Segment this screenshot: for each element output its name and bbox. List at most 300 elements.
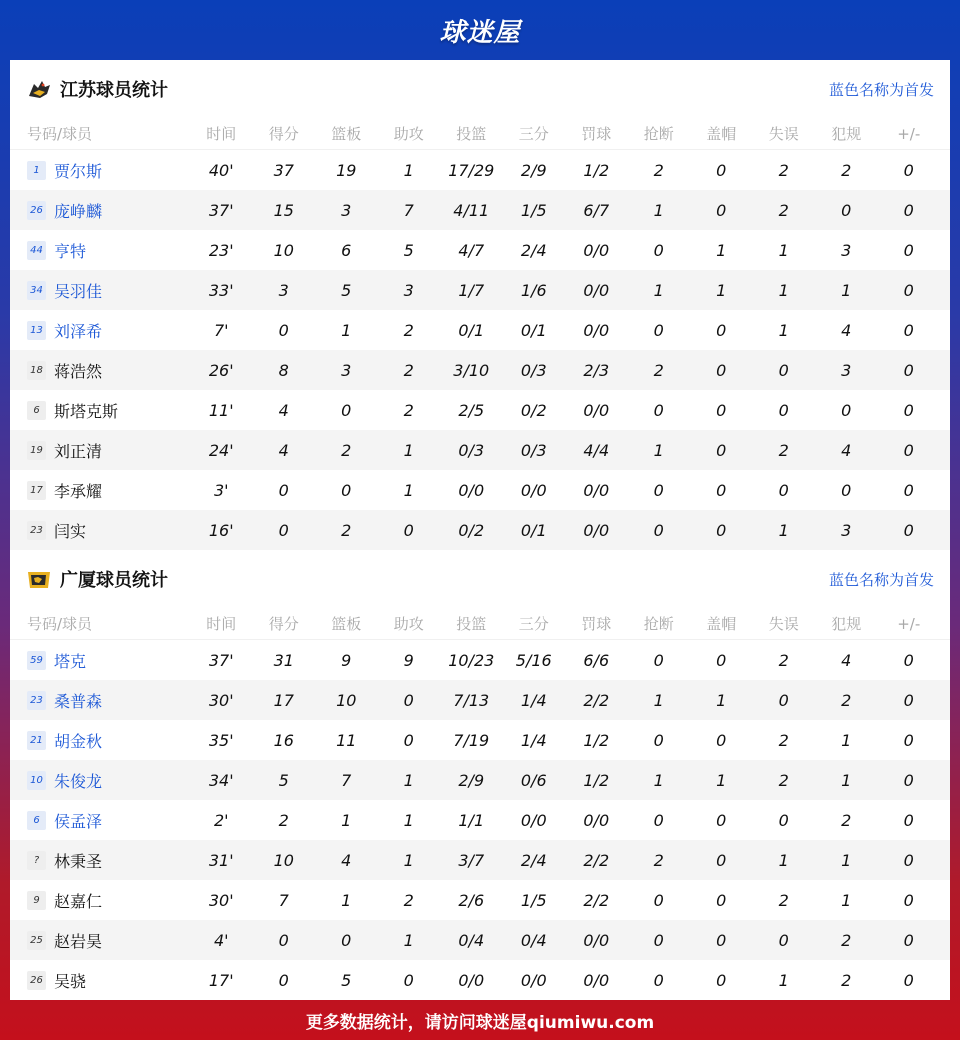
- stat-3pt: 1/4: [520, 690, 547, 710]
- stat-points: 3: [278, 280, 289, 300]
- site-logo[interactable]: 球迷屋: [439, 17, 521, 48]
- stat-fouls: 2: [841, 930, 852, 950]
- stat-fg: 2/6: [458, 890, 485, 910]
- team-section-jiangsu: [10, 60, 950, 550]
- stat-blocks: 0: [716, 890, 727, 910]
- stat-3pt: 0/1: [520, 520, 547, 540]
- header-3pt: 三分: [518, 615, 549, 633]
- stat-turnovers: 2: [778, 890, 789, 910]
- stat-assists: 2: [403, 890, 414, 910]
- stat-ft: 4/4: [583, 440, 610, 460]
- player-name[interactable]: 赵岩昊: [54, 931, 103, 951]
- stat-assists: 0: [403, 690, 414, 710]
- stat-fouls: 1: [841, 730, 852, 750]
- stat-turnovers: 1: [778, 240, 789, 260]
- stat-fg: 7/13: [453, 690, 490, 710]
- player-name[interactable]: 吴羽佳: [54, 281, 103, 301]
- jersey-number: 26: [27, 201, 46, 220]
- player-row[interactable]: [10, 840, 950, 880]
- guangsha-lions-logo-icon: [26, 566, 52, 592]
- header-player: 号码/球员: [27, 615, 93, 633]
- stat-rebounds: 1: [341, 890, 352, 910]
- player-name[interactable]: 斯塔克斯: [54, 401, 119, 421]
- stat-3pt: 1/5: [520, 890, 547, 910]
- player-name[interactable]: 闫实: [54, 521, 87, 541]
- stat-3pt: 2/9: [520, 160, 547, 180]
- stat-ft: 1/2: [583, 730, 610, 750]
- stat-blocks: 0: [716, 160, 727, 180]
- stat-turnovers: 2: [778, 440, 789, 460]
- stat-turnovers: 1: [778, 850, 789, 870]
- stat-rebounds: 0: [341, 480, 352, 500]
- player-name[interactable]: 李承耀: [54, 481, 103, 501]
- stat-time: 11': [208, 400, 234, 420]
- player-cell: [10, 649, 190, 672]
- stat-points: 2: [278, 810, 289, 830]
- stat-rebounds: 5: [341, 280, 352, 300]
- stat-turnovers: 2: [778, 730, 789, 750]
- player-cell: [10, 849, 190, 872]
- player-cell: [10, 279, 190, 302]
- stat-fg: 0/4: [458, 930, 485, 950]
- team-name: 江苏球员统计: [60, 80, 168, 101]
- stat-fouls: 2: [841, 810, 852, 830]
- stat-rebounds: 10: [336, 690, 357, 710]
- player-row[interactable]: [10, 880, 950, 920]
- player-cell: [10, 889, 190, 912]
- stat-fg: 1/7: [458, 280, 485, 300]
- stat-turnovers: 0: [778, 810, 789, 830]
- stat-time: 3': [213, 480, 229, 500]
- header-player: 号码/球员: [27, 125, 93, 143]
- jiangsu-dragons-logo-icon: [26, 76, 52, 102]
- stat-turnovers: 2: [778, 770, 789, 790]
- player-cell: [10, 159, 190, 182]
- stat-fg: 2/5: [458, 400, 485, 420]
- stat-plusminus: 0: [903, 400, 914, 420]
- player-row[interactable]: [10, 390, 950, 430]
- stat-blocks: 0: [716, 520, 727, 540]
- stat-ft: 2/2: [583, 690, 610, 710]
- player-cell: [10, 479, 190, 502]
- stat-points: 0: [278, 930, 289, 950]
- player-row[interactable]: [10, 720, 950, 760]
- header-blocks: 盖帽: [706, 125, 737, 143]
- stat-fg: 0/1: [458, 320, 485, 340]
- stat-points: 8: [278, 360, 289, 380]
- stat-steals: 0: [653, 240, 664, 260]
- stat-fouls: 1: [841, 280, 852, 300]
- stat-points: 0: [278, 480, 289, 500]
- player-row[interactable]: [10, 430, 950, 470]
- stat-time: 23': [208, 240, 234, 260]
- stat-plusminus: 0: [903, 970, 914, 990]
- stat-turnovers: 1: [778, 280, 789, 300]
- stat-fg: 17/29: [448, 160, 495, 180]
- stat-3pt: 0/0: [520, 810, 547, 830]
- stat-fouls: 4: [841, 650, 852, 670]
- stat-fouls: 3: [841, 360, 852, 380]
- stat-assists: 1: [403, 160, 414, 180]
- jersey-number: 23: [27, 521, 46, 540]
- stat-points: 0: [278, 320, 289, 340]
- player-name[interactable]: 刘泽希: [54, 321, 103, 341]
- stat-steals: 1: [653, 280, 664, 300]
- stat-assists: 0: [403, 730, 414, 750]
- jersey-number: 18: [27, 361, 46, 380]
- player-cell: [10, 239, 190, 262]
- stat-3pt: 0/4: [520, 930, 547, 950]
- stat-fg: 3/10: [453, 360, 490, 380]
- stat-rebounds: 11: [336, 730, 357, 750]
- player-name[interactable]: 贾尔斯: [54, 161, 103, 181]
- player-name[interactable]: 刘正清: [54, 441, 103, 461]
- stat-turnovers: 0: [778, 690, 789, 710]
- player-name[interactable]: 吴骁: [54, 971, 87, 991]
- stat-rebounds: 19: [336, 160, 357, 180]
- stat-assists: 1: [403, 930, 414, 950]
- stat-time: 35': [208, 730, 234, 750]
- stats-panel: [10, 60, 950, 1000]
- stat-points: 37: [273, 160, 294, 180]
- stat-points: 31: [273, 650, 294, 670]
- column-header-row: [10, 608, 950, 640]
- stat-ft: 1/2: [583, 770, 610, 790]
- jersey-number: 21: [27, 731, 46, 750]
- stat-ft: 0/0: [583, 970, 610, 990]
- stat-blocks: 1: [716, 280, 727, 300]
- stat-blocks: 0: [716, 400, 727, 420]
- stat-fouls: 1: [841, 890, 852, 910]
- header-points: 得分: [268, 615, 299, 633]
- stat-fg: 0/0: [458, 480, 485, 500]
- player-row[interactable]: [10, 510, 950, 550]
- stat-3pt: 2/4: [520, 240, 547, 260]
- stat-steals: 1: [653, 200, 664, 220]
- jersey-number: 19: [27, 441, 46, 460]
- stat-assists: 2: [403, 320, 414, 340]
- stat-assists: 1: [403, 770, 414, 790]
- header-ft: 罚球: [581, 615, 612, 633]
- header-ft: 罚球: [581, 125, 612, 143]
- player-row[interactable]: [10, 760, 950, 800]
- player-cell: [10, 729, 190, 752]
- player-row[interactable]: [10, 470, 950, 510]
- stat-time: 7': [213, 320, 229, 340]
- stat-plusminus: 0: [903, 320, 914, 340]
- player-name[interactable]: 朱俊龙: [54, 771, 103, 791]
- stat-steals: 2: [653, 850, 664, 870]
- stat-rebounds: 3: [341, 360, 352, 380]
- stat-blocks: 1: [716, 240, 727, 260]
- stat-3pt: 0/0: [520, 970, 547, 990]
- player-name[interactable]: 庞峥麟: [54, 201, 103, 221]
- stat-steals: 2: [653, 160, 664, 180]
- player-row[interactable]: [10, 960, 950, 1000]
- player-cell: [10, 399, 190, 422]
- stat-points: 0: [278, 520, 289, 540]
- stat-time: 40': [208, 160, 234, 180]
- stat-plusminus: 0: [903, 240, 914, 260]
- player-row[interactable]: [10, 640, 950, 680]
- stat-assists: 1: [403, 440, 414, 460]
- stat-3pt: 0/0: [520, 480, 547, 500]
- stat-assists: 9: [403, 650, 414, 670]
- jersey-number: 25: [27, 931, 46, 950]
- stat-fg: 3/7: [458, 850, 485, 870]
- stat-blocks: 1: [716, 770, 727, 790]
- stat-fouls: 0: [841, 200, 852, 220]
- stat-points: 0: [278, 970, 289, 990]
- stat-blocks: 0: [716, 650, 727, 670]
- stat-plusminus: 0: [903, 690, 914, 710]
- jersey-number: 17: [27, 481, 46, 500]
- stat-blocks: 0: [716, 440, 727, 460]
- header-points: 得分: [268, 125, 299, 143]
- stat-time: 17': [208, 970, 234, 990]
- stat-turnovers: 1: [778, 520, 789, 540]
- starter-note: 蓝色名称为首发: [828, 570, 934, 589]
- header-fouls: 犯规: [831, 615, 862, 633]
- header-turnovers: 失误: [768, 125, 799, 143]
- stat-ft: 2/2: [583, 890, 610, 910]
- stat-fg: 0/2: [458, 520, 485, 540]
- player-name[interactable]: 蒋浩然: [54, 361, 103, 381]
- header-fg: 投篮: [456, 615, 487, 633]
- stat-3pt: 1/6: [520, 280, 547, 300]
- stat-points: 4: [278, 400, 289, 420]
- header-fouls: 犯规: [831, 125, 862, 143]
- header-3pt: 三分: [518, 125, 549, 143]
- stat-plusminus: 0: [903, 930, 914, 950]
- stat-ft: 0/0: [583, 810, 610, 830]
- stat-steals: 0: [653, 520, 664, 540]
- player-cell: [10, 319, 190, 342]
- stat-blocks: 0: [716, 930, 727, 950]
- player-row[interactable]: [10, 190, 950, 230]
- stat-time: 33': [208, 280, 234, 300]
- player-cell: [10, 359, 190, 382]
- stat-time: 30': [208, 890, 234, 910]
- stat-turnovers: 1: [778, 970, 789, 990]
- stat-plusminus: 0: [903, 480, 914, 500]
- stat-points: 10: [273, 850, 294, 870]
- stat-ft: 0/0: [583, 320, 610, 340]
- stat-steals: 0: [653, 650, 664, 670]
- jersey-number: 6: [27, 401, 46, 420]
- header-plusminus: +/-: [897, 614, 921, 633]
- player-row[interactable]: [10, 680, 950, 720]
- stat-assists: 2: [403, 360, 414, 380]
- stat-steals: 2: [653, 360, 664, 380]
- stat-3pt: 5/16: [515, 650, 552, 670]
- stat-fg: 0/3: [458, 440, 485, 460]
- stat-time: 37': [208, 650, 234, 670]
- stat-ft: 0/0: [583, 520, 610, 540]
- player-row[interactable]: [10, 150, 950, 190]
- column-header-row: [10, 118, 950, 150]
- stat-3pt: 0/1: [520, 320, 547, 340]
- stat-3pt: 2/4: [520, 850, 547, 870]
- team-name: 广厦球员统计: [60, 570, 168, 591]
- jersey-number: 26: [27, 971, 46, 990]
- stat-fg: 2/9: [458, 770, 485, 790]
- stat-blocks: 0: [716, 970, 727, 990]
- starter-note: 蓝色名称为首发: [828, 80, 934, 99]
- stat-plusminus: 0: [903, 360, 914, 380]
- player-name[interactable]: 林秉圣: [54, 851, 103, 871]
- stat-rebounds: 5: [341, 970, 352, 990]
- jersey-number: ?: [27, 851, 46, 870]
- stat-blocks: 0: [716, 850, 727, 870]
- stat-ft: 0/0: [583, 480, 610, 500]
- player-name[interactable]: 桑普森: [54, 691, 103, 711]
- stat-fouls: 2: [841, 970, 852, 990]
- stat-turnovers: 0: [778, 930, 789, 950]
- stat-assists: 1: [403, 480, 414, 500]
- stat-time: 2': [213, 810, 229, 830]
- stat-fouls: 0: [841, 400, 852, 420]
- stat-rebounds: 2: [341, 520, 352, 540]
- stat-blocks: 0: [716, 810, 727, 830]
- stat-turnovers: 2: [778, 200, 789, 220]
- player-name[interactable]: 侯孟泽: [54, 811, 103, 831]
- stat-assists: 0: [403, 520, 414, 540]
- player-name[interactable]: 赵嘉仁: [54, 891, 103, 911]
- stat-rebounds: 3: [341, 200, 352, 220]
- player-cell: [10, 769, 190, 792]
- stat-steals: 0: [653, 890, 664, 910]
- stat-blocks: 0: [716, 320, 727, 340]
- stat-points: 16: [273, 730, 294, 750]
- header-fg: 投篮: [456, 125, 487, 143]
- stat-time: 16': [208, 520, 234, 540]
- footer-link[interactable]: 更多数据统计，请访问球迷屋qiumiwu.com: [305, 1012, 655, 1033]
- stat-rebounds: 1: [341, 320, 352, 340]
- header-rebounds: 篮板: [331, 125, 362, 143]
- stat-rebounds: 9: [341, 650, 352, 670]
- jersey-number: 23: [27, 691, 46, 710]
- header-blocks: 盖帽: [706, 615, 737, 633]
- jersey-number: 1: [27, 161, 46, 180]
- stat-time: 34': [208, 770, 234, 790]
- stat-blocks: 0: [716, 200, 727, 220]
- player-cell: [10, 809, 190, 832]
- stat-fouls: 4: [841, 440, 852, 460]
- header-assists: 助攻: [393, 615, 424, 633]
- header-steals: 抢断: [643, 125, 674, 143]
- jersey-number: 34: [27, 281, 46, 300]
- stat-plusminus: 0: [903, 730, 914, 750]
- stat-points: 10: [273, 240, 294, 260]
- player-row[interactable]: [10, 350, 950, 390]
- stat-fouls: 3: [841, 240, 852, 260]
- player-name[interactable]: 亨特: [54, 241, 87, 261]
- header-steals: 抢断: [643, 615, 674, 633]
- stat-assists: 5: [403, 240, 414, 260]
- player-name[interactable]: 塔克: [54, 651, 87, 671]
- player-row[interactable]: [10, 800, 950, 840]
- stat-plusminus: 0: [903, 160, 914, 180]
- stat-turnovers: 2: [778, 650, 789, 670]
- header-rebounds: 篮板: [331, 615, 362, 633]
- player-row[interactable]: [10, 310, 950, 350]
- stat-turnovers: 0: [778, 360, 789, 380]
- stat-turnovers: 0: [778, 480, 789, 500]
- player-row[interactable]: [10, 230, 950, 270]
- stat-fouls: 2: [841, 690, 852, 710]
- stat-3pt: 0/3: [520, 440, 547, 460]
- stat-time: 26': [208, 360, 234, 380]
- stat-ft: 2/3: [583, 360, 610, 380]
- stat-plusminus: 0: [903, 890, 914, 910]
- player-row[interactable]: [10, 270, 950, 310]
- stat-time: 24': [208, 440, 234, 460]
- stat-steals: 0: [653, 400, 664, 420]
- stat-fg: 10/23: [448, 650, 495, 670]
- stat-rebounds: 7: [341, 770, 352, 790]
- header-assists: 助攻: [393, 125, 424, 143]
- player-cell: [10, 519, 190, 542]
- stat-points: 7: [278, 890, 289, 910]
- header-time: 时间: [206, 615, 237, 633]
- stat-ft: 0/0: [583, 930, 610, 950]
- stat-fouls: 4: [841, 320, 852, 340]
- stat-steals: 0: [653, 480, 664, 500]
- player-cell: [10, 439, 190, 462]
- stat-blocks: 0: [716, 730, 727, 750]
- player-cell: [10, 929, 190, 952]
- stat-rebounds: 1: [341, 810, 352, 830]
- header-time: 时间: [206, 125, 237, 143]
- stat-fg: 4/7: [458, 240, 485, 260]
- player-row[interactable]: [10, 920, 950, 960]
- stat-3pt: 0/2: [520, 400, 547, 420]
- stat-assists: 1: [403, 850, 414, 870]
- player-cell: [10, 969, 190, 992]
- stat-assists: 1: [403, 810, 414, 830]
- stat-plusminus: 0: [903, 770, 914, 790]
- stat-turnovers: 1: [778, 320, 789, 340]
- stat-fg: 7/19: [453, 730, 490, 750]
- stat-steals: 1: [653, 440, 664, 460]
- stat-fouls: 3: [841, 520, 852, 540]
- jersey-number: 59: [27, 651, 46, 670]
- jersey-number: 9: [27, 891, 46, 910]
- team-header: [10, 60, 950, 118]
- jersey-number: 13: [27, 321, 46, 340]
- stat-fouls: 1: [841, 770, 852, 790]
- stat-plusminus: 0: [903, 440, 914, 460]
- stat-ft: 6/6: [583, 650, 610, 670]
- jersey-number: 6: [27, 811, 46, 830]
- team-section-guangsha: [10, 550, 950, 1000]
- stat-3pt: 1/5: [520, 200, 547, 220]
- stat-ft: 2/2: [583, 850, 610, 870]
- stat-ft: 0/0: [583, 240, 610, 260]
- stat-steals: 0: [653, 970, 664, 990]
- stat-fg: 4/11: [453, 200, 490, 220]
- stat-turnovers: 0: [778, 400, 789, 420]
- player-cell: [10, 689, 190, 712]
- stat-points: 15: [273, 200, 294, 220]
- player-name[interactable]: 胡金秋: [54, 731, 103, 751]
- stat-blocks: 0: [716, 360, 727, 380]
- stat-time: 4': [213, 930, 229, 950]
- stat-3pt: 0/3: [520, 360, 547, 380]
- stat-fouls: 2: [841, 160, 852, 180]
- team-title: [26, 566, 168, 592]
